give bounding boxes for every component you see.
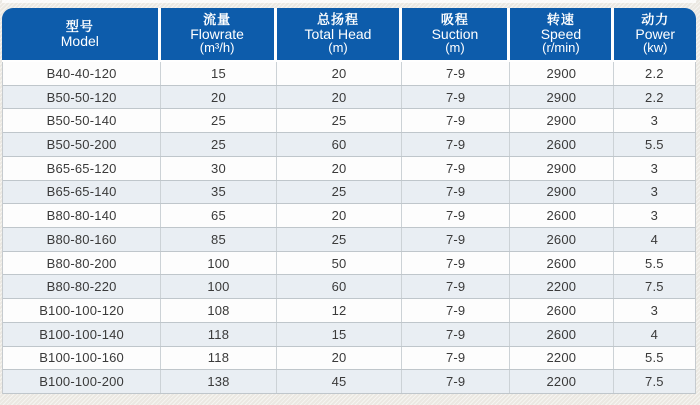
cell-model: B80-80-160 xyxy=(3,228,161,251)
header-suction-en: Suction xyxy=(431,26,479,42)
cell-model: B100-100-160 xyxy=(3,347,161,370)
header-total-head-en: Total Head xyxy=(304,26,372,42)
cell-power: 3 xyxy=(650,113,659,129)
cell-total_head: 20 xyxy=(277,86,403,109)
table-row xyxy=(3,157,695,181)
cell-power: 2.2 xyxy=(645,65,664,81)
cell-total_head: 25 xyxy=(277,181,403,204)
cell-model: B50-50-140 xyxy=(3,109,161,132)
cell-power: 4 xyxy=(650,326,659,342)
cell-model: B50-50-200 xyxy=(3,133,161,156)
pump-spec-table xyxy=(2,8,696,394)
table-row xyxy=(3,275,695,299)
table-row xyxy=(3,323,695,347)
cell-speed: 2900 xyxy=(510,157,614,180)
cell-suction: 7-9 xyxy=(402,299,510,322)
cell-model: B40-40-120 xyxy=(3,62,161,85)
cell-model: B100-100-140 xyxy=(3,323,161,346)
cell-flowrate: 30 xyxy=(161,157,277,180)
cell-flowrate: 25 xyxy=(161,109,277,132)
cell-flowrate: 138 xyxy=(161,370,277,393)
cell-power: 3 xyxy=(650,303,659,319)
cell-model: B80-80-200 xyxy=(3,252,161,275)
cell-flowrate: 118 xyxy=(161,347,277,370)
cell-power: 7.5 xyxy=(645,374,664,390)
cell-model: B65-65-140 xyxy=(3,181,161,204)
cell-suction: 7-9 xyxy=(402,62,510,85)
header-speed-en: Speed xyxy=(540,26,582,42)
cell-suction: 7-9 xyxy=(402,275,510,298)
cell-total_head: 50 xyxy=(277,252,403,275)
cell-speed: 2600 xyxy=(510,133,614,156)
cell-suction: 7-9 xyxy=(402,228,510,251)
table-row xyxy=(3,347,695,371)
header-suction-zh: 吸程 xyxy=(440,12,469,27)
header-flowrate-en: Flowrate xyxy=(190,26,244,42)
header-suction xyxy=(402,8,510,60)
cell-suction: 7-9 xyxy=(402,204,510,227)
header-total-head xyxy=(277,8,403,60)
cell-total_head: 20 xyxy=(277,157,403,180)
header-power xyxy=(614,8,696,60)
cell-speed: 2600 xyxy=(510,299,614,322)
table-body xyxy=(2,62,696,394)
table-row xyxy=(3,204,695,228)
table-row xyxy=(3,109,695,133)
header-speed-unit: (r/min) xyxy=(542,40,580,55)
table-row xyxy=(3,181,695,205)
table-row xyxy=(3,86,695,110)
cell-speed: 2600 xyxy=(510,228,614,251)
cell-power: 3 xyxy=(650,160,659,176)
cell-power: 2.2 xyxy=(645,89,664,105)
cell-power: 5.5 xyxy=(645,350,664,366)
cell-total_head: 25 xyxy=(277,109,403,132)
cell-total_head: 60 xyxy=(277,133,403,156)
cell-suction: 7-9 xyxy=(402,252,510,275)
top-divider xyxy=(2,0,696,3)
cell-speed: 2200 xyxy=(510,370,614,393)
cell-suction: 7-9 xyxy=(402,181,510,204)
header-suction-unit: (m) xyxy=(445,40,465,55)
cell-total_head: 25 xyxy=(277,228,403,251)
table-row xyxy=(3,133,695,157)
cell-flowrate: 108 xyxy=(161,299,277,322)
header-speed xyxy=(510,8,614,60)
cell-power: 3 xyxy=(650,184,659,200)
header-model-en: Model xyxy=(60,33,99,49)
cell-total_head: 20 xyxy=(277,347,403,370)
cell-speed: 2200 xyxy=(510,347,614,370)
table-row xyxy=(3,370,695,394)
cell-total_head: 12 xyxy=(277,299,403,322)
cell-speed: 2900 xyxy=(510,109,614,132)
cell-speed: 2900 xyxy=(510,86,614,109)
cell-model: B50-50-120 xyxy=(3,86,161,109)
cell-total_head: 45 xyxy=(277,370,403,393)
cell-flowrate: 65 xyxy=(161,204,277,227)
cell-speed: 2900 xyxy=(510,181,614,204)
cell-model: B100-100-200 xyxy=(3,370,161,393)
cell-speed: 2900 xyxy=(510,62,614,85)
cell-flowrate: 25 xyxy=(161,133,277,156)
cell-suction: 7-9 xyxy=(402,109,510,132)
cell-speed: 2200 xyxy=(510,275,614,298)
cell-suction: 7-9 xyxy=(402,157,510,180)
cell-suction: 7-9 xyxy=(402,86,510,109)
table-row xyxy=(3,228,695,252)
header-model-zh: 型号 xyxy=(65,19,94,34)
cell-power: 5.5 xyxy=(645,255,664,271)
cell-total_head: 15 xyxy=(277,323,403,346)
cell-power: 7.5 xyxy=(645,279,664,295)
cell-flowrate: 35 xyxy=(161,181,277,204)
cell-flowrate: 118 xyxy=(161,323,277,346)
cell-flowrate: 100 xyxy=(161,252,277,275)
cell-speed: 2600 xyxy=(510,204,614,227)
table-row xyxy=(3,252,695,276)
cell-speed: 2600 xyxy=(510,323,614,346)
cell-model: B65-65-120 xyxy=(3,157,161,180)
cell-suction: 7-9 xyxy=(402,133,510,156)
header-flowrate-zh: 流量 xyxy=(203,12,232,27)
header-flowrate-unit: (m³/h) xyxy=(199,40,235,55)
header-total-head-unit: (m) xyxy=(328,40,348,55)
cell-model: B100-100-120 xyxy=(3,299,161,322)
table-row xyxy=(3,62,695,86)
cell-flowrate: 20 xyxy=(161,86,277,109)
table-row xyxy=(3,299,695,323)
cell-flowrate: 15 xyxy=(161,62,277,85)
cell-suction: 7-9 xyxy=(402,370,510,393)
cell-suction: 7-9 xyxy=(402,323,510,346)
header-speed-zh: 转速 xyxy=(546,12,575,27)
cell-flowrate: 100 xyxy=(161,275,277,298)
header-power-zh: 动力 xyxy=(641,12,670,27)
cell-model: B80-80-220 xyxy=(3,275,161,298)
cell-power: 3 xyxy=(650,208,659,224)
header-model xyxy=(2,8,161,60)
cell-power: 5.5 xyxy=(645,137,664,153)
cell-total_head: 20 xyxy=(277,204,403,227)
header-power-unit: (kw) xyxy=(642,40,668,55)
cell-flowrate: 85 xyxy=(161,228,277,251)
cell-speed: 2600 xyxy=(510,252,614,275)
table-header-row xyxy=(2,8,696,62)
header-flowrate xyxy=(161,8,277,60)
cell-power: 4 xyxy=(650,231,659,247)
cell-suction: 7-9 xyxy=(402,347,510,370)
header-power-en: Power xyxy=(635,26,676,42)
cell-total_head: 60 xyxy=(277,275,403,298)
header-total-head-zh: 总扬程 xyxy=(317,12,360,27)
cell-model: B80-80-140 xyxy=(3,204,161,227)
cell-total_head: 20 xyxy=(277,62,403,85)
